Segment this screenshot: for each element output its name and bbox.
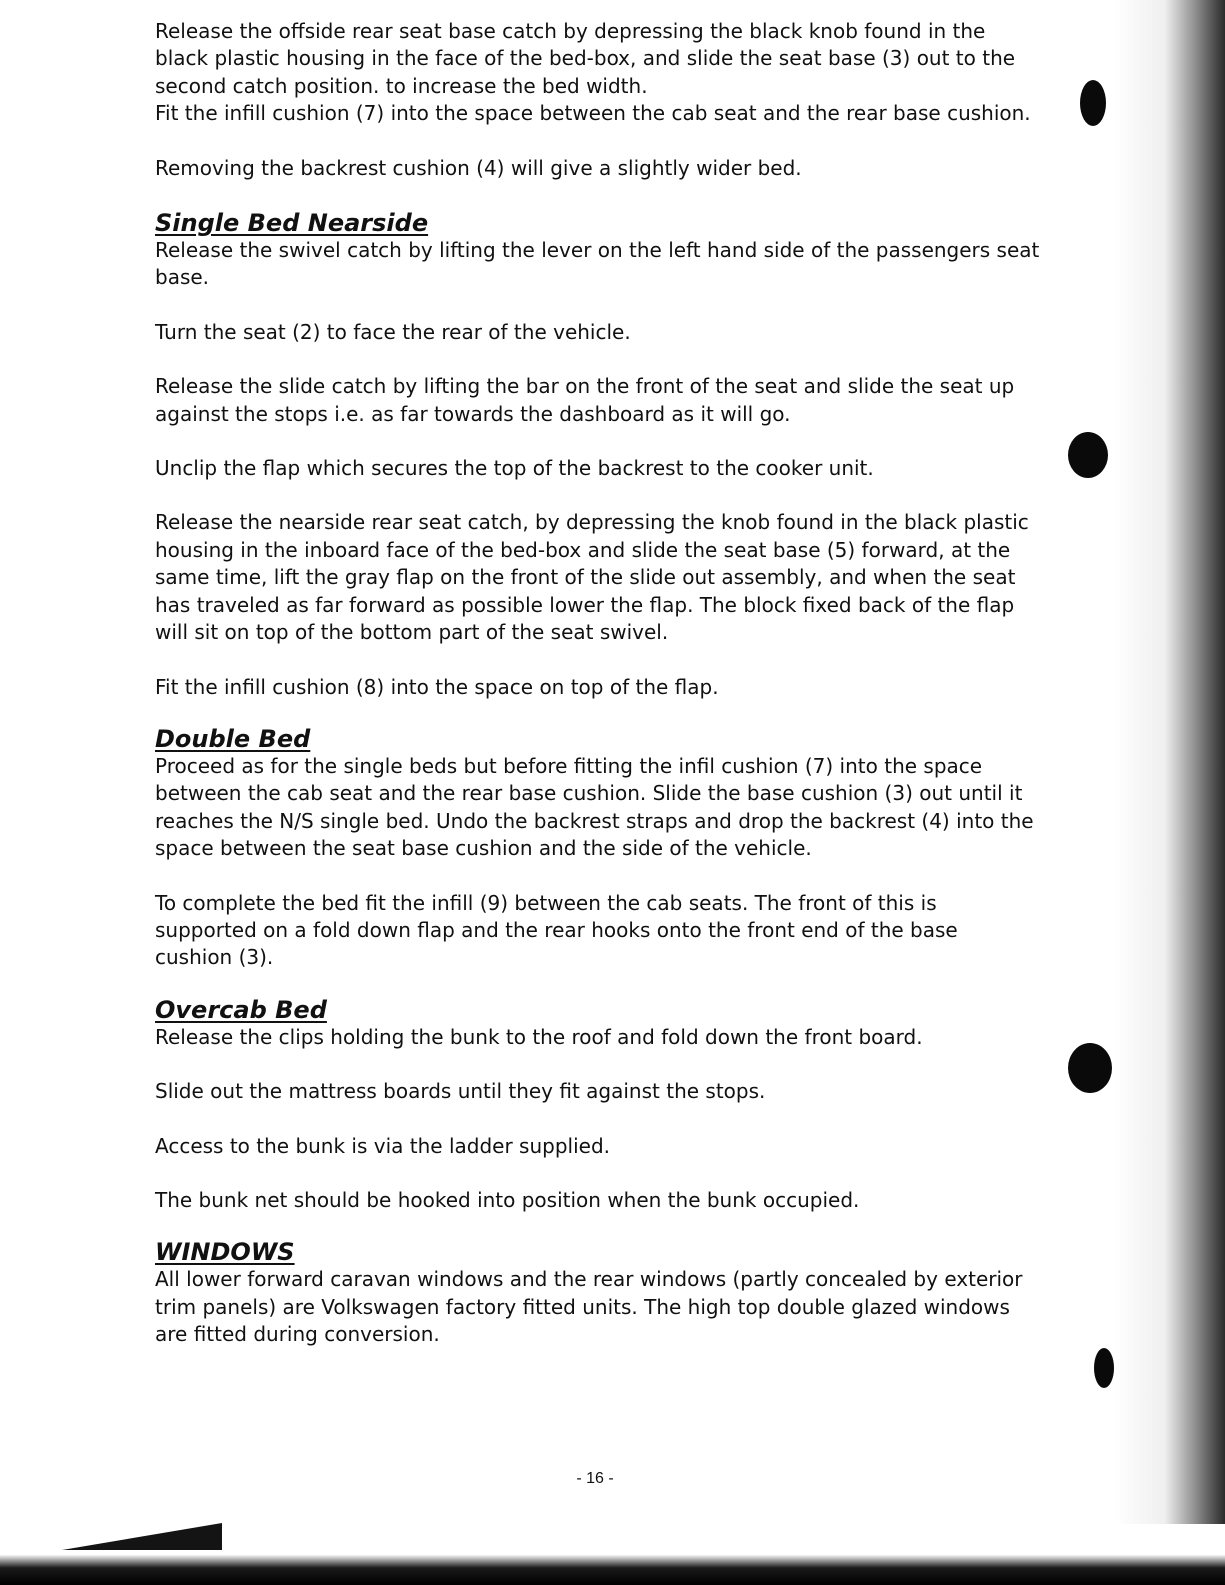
paragraph-slide-catch: Release the slide catch by lifting the bar on the front of the seat and slide the seat up against the stops i.e. as far towards the dashboard as it will go. bbox=[155, 374, 1015, 426]
paragraph-turn-seat: Turn the seat (2) to face the rear of the vehicle. bbox=[155, 319, 631, 344]
paragraph-swivel-catch: Release the swivel catch by lifting the lever on the left hand side of the passengers seat base. bbox=[155, 238, 1040, 290]
paragraph-windows-info: All lower forward caravan windows and the rear windows (partly concealed by exterior trim panels) are Volkswagen factory fitted units. The high top double glazed windows are fitted during conversion. bbox=[155, 1267, 1023, 1347]
paragraph-infill-cushion-8: Fit the infill cushion (8) into the space on top of the flap. bbox=[155, 674, 719, 699]
paragraph-mattress-boards: Slide out the mattress boards until they fit against the stops. bbox=[155, 1079, 766, 1104]
manual-page-body bbox=[155, 18, 1045, 1349]
punch-hole-bottom bbox=[1094, 1348, 1114, 1388]
paragraph-offside-seat-base: Release the offside rear seat base catch by depressing the black knob found in the black plastic housing in the face of the bed-box, and slide the seat base (3) out to the second catch position. to increase the bed width. Fit the infill cushion (7) into the space between the cab seat and the rear base cushion. bbox=[155, 19, 1031, 126]
binding-edge-shadow bbox=[1115, 0, 1225, 1585]
paragraph-double-bed-procedure: Proceed as for the single beds but before fitting the infil cushion (7) into the space between the cab seat and the rear base cushion. Slide the base cushion (3) out until it reaches the N/S single bed. Undo the backrest straps and drop the backrest (4) into the space between the seat base cushion and the side of the vehicle. bbox=[155, 753, 1034, 861]
page-number: - 16 - bbox=[576, 1470, 614, 1487]
heading-double-bed: Double Bed bbox=[155, 724, 311, 753]
paragraph-nearside-seat-catch: Release the nearside rear seat catch, by depressing the knob found in the black plastic housing in the inboard face of the bed-box and slide the seat base (5) forward, at the same time, lift the gray flap on the front of the slide out assembly, and when the seat has traveled as far forward as possible lower the flap. The block fixed back of the flap will sit on top of the bottom part of the seat swivel. bbox=[155, 510, 1029, 645]
heading-windows: WINDOWS bbox=[155, 1238, 295, 1267]
punch-hole-upper bbox=[1068, 432, 1108, 478]
punch-hole-top bbox=[1080, 80, 1106, 126]
punch-hole-lower bbox=[1068, 1043, 1112, 1093]
heading-single-bed-nearside: Single Bed Nearside bbox=[155, 209, 429, 238]
paragraph-bunk-net: The bunk net should be hooked into position when the bunk occupied. bbox=[155, 1187, 860, 1212]
paragraph-infill-9: To complete the bed fit the infill (9) between the cab seats. The front of this is supported on a fold down flap and the rear hooks onto the front end of the base cushion (3). bbox=[155, 890, 958, 970]
page-bottom-edge-wedge bbox=[62, 1523, 222, 1550]
paragraph-backrest-removal: Removing the backrest cushion (4) will give a slightly wider bed. bbox=[155, 155, 802, 180]
heading-overcab-bed: Overcab Bed bbox=[155, 995, 327, 1024]
paragraph-ladder-access: Access to the bunk is via the ladder supplied. bbox=[155, 1133, 610, 1158]
paragraph-unclip-flap: Unclip the flap which secures the top of the backrest to the cooker unit. bbox=[155, 456, 874, 481]
paragraph-release-clips: Release the clips holding the bunk to the roof and fold down the front board. bbox=[155, 1024, 923, 1049]
